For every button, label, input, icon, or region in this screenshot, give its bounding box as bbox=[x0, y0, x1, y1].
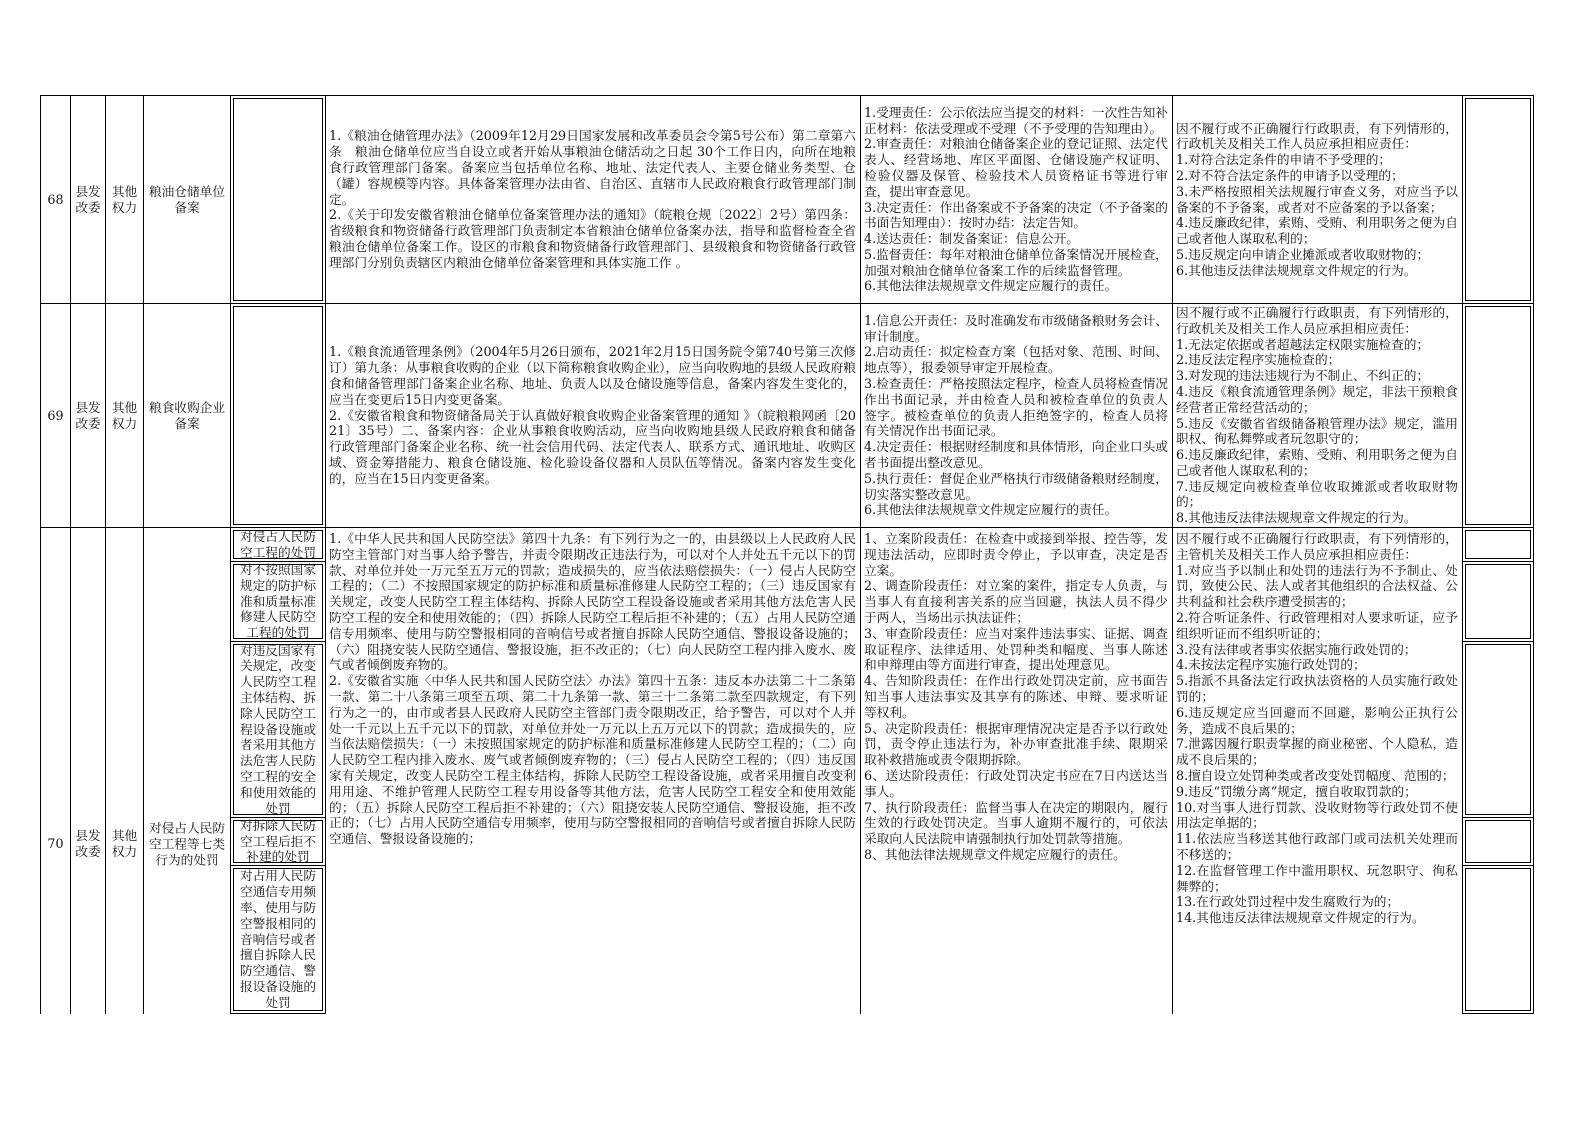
implementing-subject-cell bbox=[71, 528, 106, 1014]
responsibility-item: 2.审查责任：对粮油仓储备案企业的登记证照、法定代表人、经营场地、库区平面图、仓储设施产权证明、检验仪器及保管、检验技术人员资格证书等进行审查，提出审查意见。 bbox=[864, 136, 1168, 199]
power-name: 粮食收购企业备案 bbox=[144, 304, 231, 528]
accountability-item: 8.擅自设立处罚种类或者改变处罚幅度、范围的； bbox=[1176, 767, 1455, 783]
remarks-box bbox=[1465, 306, 1531, 525]
accountability-item: 5.违反规定向申请企业摊派或者收取财物的； bbox=[1176, 246, 1430, 262]
power-name-cell bbox=[144, 528, 231, 1014]
accountability-item: 4.违反廉政纪律，索贿、受贿、利用职务之便为自己或者他人谋取私利的； bbox=[1176, 215, 1458, 247]
responsibility-item: 2、调查阶段责任：对立案的案件，指定专人负责，与当事人有直接利害关系的应当回避，执法人员不得少于两人，当场出示执法证件； bbox=[864, 578, 1168, 625]
basis-paragraph: 1.《粮油仓储管理办法》（2009年12月29日国家发展和改革委员会令第5号公布）第二章第六条 粮油仓储单位应当自设立或者开始从事粮油仓储活动之日起 30个工作日内，向所在地粮食行政管理部门备案。备案应当包括单位名称、地址、法定代表人、主要仓储业务类型、仓（罐）容规模等内容。具体备案管理办法由省、自治区、直辖市人民政府粮食行政管理部门制定。 bbox=[329, 128, 856, 207]
accountability-item: 9.违反“罚缴分离”规定，擅自收取罚款的； bbox=[1176, 783, 1417, 799]
sub-item-cell bbox=[231, 562, 326, 642]
accountability-item: 3.未严格按照相关法规履行审查义务，对应当予以备案的不予备案，或者对不应备案的予以备案； bbox=[1176, 183, 1458, 215]
accountability-items bbox=[1173, 528, 1463, 1014]
legal-basis bbox=[326, 528, 861, 1014]
responsibility-item: 1.受理责任：公示依法应当提交的材料：一次性告知补正材料：依法受理或不受理（不予受理的告知理由）。 bbox=[864, 104, 1168, 136]
remarks-cell bbox=[1463, 866, 1534, 1014]
sub-item-cell bbox=[231, 642, 326, 818]
responsibility-items bbox=[861, 304, 1173, 528]
responsibility-item: 1、立案阶段责任：在检查中或接到举报、控告等，发现违法活动，应即时责令停止，予以审查，决定是否立案。 bbox=[864, 531, 1168, 578]
power-name: 对侵占人民防空工程等七类行为的处罚 bbox=[148, 820, 226, 867]
implementing-subject: 县发改委 bbox=[71, 96, 106, 304]
responsibility-item: 2.启动责任：拟定检查方案（包括对象、范围、时间、地点等），报委领导审定开展检查。 bbox=[864, 344, 1168, 376]
accountability-item: 11.依法应当移送其他行政部门或司法机关处理而不移送的； bbox=[1176, 831, 1458, 862]
basis-paragraph: 2.《安徽省实施〈中华人民共和国人民防空法〉办法》第四十五条：违反本办法第二十二条第一款、第二十八条第三项至五项、第二十九条第一款、第三十二条第二款至四款规定，有下列行为之一的，由市或者县人民政府人民防空主管部门责令限期改正，给予警告，可以对个人并处一千元以上五千元以下的罚款，对单位并处一万元以上五万元以下的罚款；造成损失的，应当依法赔偿损失：（一）未按照国家规定的防护标准和质量标准修建人民防空工程的；（二）向人民防空工程内排入废水、废气或者倾倒废弃物的；（三）侵占人民防空工程的；（四）违反国家有关规定，改变人民防空工程主体结构，拆除人民防空工程设备设施，或者采用擅自改变利用用途、不维护管理人民防空工程专用设备等其他方法，危害人民防空工程安全和使用效能的；（五）拆除人民防空工程后拒不补建的；（六）阻挠安装人民防空通信、警报设施，拒不改正的；（七）占用人民防空通信专用频率，使用与防空警报相同的音响信号或者擅自拆除人民防空通信、警报设备设施的； bbox=[329, 673, 856, 847]
accountability-item: 3.对发现的违法违规行为不制止、不纠正的； bbox=[1176, 368, 1430, 384]
remarks-box bbox=[1465, 530, 1531, 559]
accountability-intro: 因不履行或不正确履行行政职责，有下列情形的，行政机关及相关工作人员应承担相应责任： bbox=[1176, 120, 1458, 152]
sub-item-box bbox=[233, 98, 323, 301]
remarks-box bbox=[1465, 868, 1531, 1011]
responsibility-items bbox=[861, 96, 1173, 304]
remarks-box bbox=[1465, 564, 1531, 639]
accountability-item: 4.未按法定程序实施行政处罚的； bbox=[1176, 657, 1366, 673]
remarks-cell bbox=[1463, 96, 1534, 304]
basis-paragraph: 2.《关于印发安徽省粮油仓储单位备案管理办法的通知》（皖粮仓规〔2022〕2号）第四条：省级粮食和物资储备行政管理部门负责制定本省粮油仓储单位备案办法，指导和监督检查全省粮油仓储单位备案工作。设区的市粮食和物资储备行政管理部门、县级粮食和物资储备行政管理部门分别负责辖区内粮油仓储单位备案管理和具体实施工作 。 bbox=[329, 207, 856, 270]
sub-item-cell bbox=[231, 818, 326, 866]
row-number-cell bbox=[41, 528, 71, 1014]
sub-item-cell bbox=[231, 866, 326, 1014]
accountability-item: 6.违反廉政纪律，索贿、受贿、利用职务之便为自己或者他人谋取私利的； bbox=[1176, 447, 1458, 478]
row-number: 68 bbox=[41, 96, 71, 304]
basis-paragraph: 2.《安徽省粮食和物资储备局关于认真做好粮食收购企业备案管理的通知 》（皖粮粮网函〔2021〕35号）二、备案内容：企业从事粮食收购活动，应当向收购地县级人民政府粮食和储备行政管理部门备案企业名称、统一社会信用代码、法定代表人、联系方式、通讯地址、收购区域、资金筹措能力、粮食仓储设施、检化验设备仪器和人员队伍等情况。备案内容发生变化的，应当在15日内变更备案。 bbox=[329, 407, 856, 486]
responsibility-item: 5.监督责任：每年对粮油仓储单位备案情况开展检查，加强对粮油仓储单位备案工作的后续监督管理。 bbox=[864, 246, 1168, 278]
responsibility-item: 4、告知阶段责任：在作出行政处罚决定前，应书面告知当事人违法事实及其享有的陈述、申辩、要求听证等权利。 bbox=[864, 673, 1168, 720]
sub-item-text: 对占用人民防空通信专用频率、使用与防空警报相同的音响信号或者擅自拆除人民防空通信、警报设备设施的处罚 bbox=[239, 868, 317, 1010]
responsibility-items bbox=[861, 528, 1173, 1014]
accountability-item: 3.没有法律或者事实依据实施行政处罚的； bbox=[1176, 641, 1417, 657]
accountability-item: 12.在监督管理工作中滥用职权、玩忽职守、徇私舞弊的； bbox=[1176, 862, 1458, 894]
responsibility-item: 4.决定责任：根据财经制度和具体情形，向企业口头或者书面提出整改意见。 bbox=[864, 439, 1168, 470]
accountability-intro: 因不履行或不正确履行行政职责，有下列情形的，行政机关及相关工作人员应承担相应责任： bbox=[1176, 304, 1458, 336]
accountability-intro: 因不履行或不正确履行行政职责，有下列情形的，主管机关及相关工作人员应承担相应责任： bbox=[1176, 531, 1458, 562]
power-type-cell bbox=[106, 528, 144, 1014]
accountability-item: 2.符合听证条件、行政管理相对人要求听证，应予组织听证而不组织听证的； bbox=[1176, 609, 1458, 641]
legal-basis bbox=[326, 96, 861, 304]
power-type: 其他权力 bbox=[106, 96, 144, 304]
basis-paragraph: 1.《中华人民共和国人民防空法》第四十九条：有下列行为之一的，由县级以上人民政府人民防空主管部门对当事人给予警告，并责令限期改正违法行为，可以对个人并处五千元以下的罚款、对单位并处一万元至五万元的罚款；造成损失的，应当依法赔偿损失：（一）侵占人民防空工程的；（二）不按照国家规定的防护标准和质量标准修建人民防空工程的；（三）违反国家有关规定，改变人民防空工程主体结构、拆除人民防空工程设备设施或者采用其他方法危害人民防空工程的安全和使用效能的；（四）拆除人民防空工程后拒不补建的；（五）占用人民防空通信专用频率、使用与防空警报相同的音响信号或者擅自拆除人民防空通信、警报设备设施的；（六）阻挠安装人民防空通信、警报设施，拒不改正的；（七）向人民防空工程内排入废水、废气或者倾倒废弃物的。 bbox=[329, 531, 856, 673]
accountability-item: 10.对当事人进行罚款、没收财物等行政处罚不使用法定单据的； bbox=[1176, 799, 1458, 831]
responsibility-item: 3.检查责任：严格按照法定程序，检查人员将检查情况作出书面记录，并由检查人员和被检查单位的负责人签字。被检查单位的负责人拒绝签字的，检查人员将有关情况作出书面记录。 bbox=[864, 376, 1168, 439]
accountability-item: 6.违反规定应当回避而不回避，影响公正执行公务，造成不良后果的； bbox=[1176, 704, 1458, 736]
row-number: 69 bbox=[41, 304, 71, 528]
sub-item-box bbox=[233, 306, 323, 525]
remarks-cell bbox=[1463, 304, 1534, 528]
accountability-item: 1.无法定依据或者超越法定权限实施检查的； bbox=[1176, 336, 1430, 352]
remarks-cell bbox=[1463, 818, 1534, 866]
remarks-box bbox=[1465, 820, 1531, 863]
sub-item-text: 对侵占人民防空工程的处罚 bbox=[239, 528, 317, 560]
accountability-item: 2.对不符合法定条件的申请予以受理的； bbox=[1176, 167, 1404, 183]
accountability-items bbox=[1173, 304, 1463, 528]
accountability-item: 2.违反法定程序实施检查的； bbox=[1176, 352, 1341, 368]
legal-basis bbox=[326, 304, 861, 528]
responsibility-item: 8、其他法律法规规章文件规定应履行的责任。 bbox=[864, 846, 1126, 862]
power-type: 其他权力 bbox=[111, 828, 138, 859]
accountability-item: 14.其他违反法律法规规章文件规定的行为。 bbox=[1176, 910, 1425, 926]
power-list-table bbox=[40, 95, 1534, 1014]
responsibility-item: 7、执行阶段责任：监督当事人在决定的期限内，履行生效的行政处罚决定。当事人逾期不履行的，可依法采取向人民法院申请强制执行加处罚款等措施。 bbox=[864, 799, 1168, 847]
basis-paragraph: 1.《粮食流通管理条例》（2004年5月26日颁布，2021年2月15日国务院令第740号第三次修订）第九条：从事粮食收购的企业（以下简称粮食收购企业），应当向收购地的县级人民政府粮食和储备管理部门备案企业名称、地址、负责人以及仓储设施等信息，备案内容发生变化的，应当在变更后15日内变更备案。 bbox=[329, 344, 856, 407]
accountability-item: 5.指派不具备法定行政执法资格的人员实施行政处罚的； bbox=[1176, 673, 1458, 704]
implementing-subject: 县发改委 bbox=[71, 304, 106, 528]
remarks-cell bbox=[1463, 562, 1534, 642]
responsibility-item: 1.信息公开责任：及时准确发布市级储备粮财务会计、审计制度。 bbox=[864, 312, 1168, 344]
responsibility-item: 4.送达责任：制发备案证：信息公开。 bbox=[864, 231, 1080, 247]
sub-item-cell bbox=[231, 96, 326, 304]
row-number: 70 bbox=[47, 836, 64, 852]
responsibility-item: 5.执行责任：督促企业严格执行市级储备粮财经制度，切实落实整改意见。 bbox=[864, 470, 1168, 502]
accountability-item: 4.违反《粮食流通管理条例》规定，非法干预粮食经营者正常经营活动的； bbox=[1176, 383, 1458, 415]
sub-item-cell bbox=[231, 528, 326, 562]
remarks-box bbox=[1465, 98, 1531, 301]
accountability-item: 7.违反规定向被检查单位收取摊派或者收取财物的； bbox=[1176, 478, 1458, 510]
sub-item-text: 对违反国家有关规定，改变人民防空工程主体结构、拆除人民防空工程设备设施或者采用其他方法危害人民防空工程的安全和使用效能的处罚 bbox=[239, 642, 317, 816]
accountability-item: 13.在行政处罚过程中发生腐败行为的； bbox=[1176, 894, 1400, 910]
remarks-cell bbox=[1463, 528, 1534, 562]
accountability-item: 6.其他违反法律法规规章文件规定的行为。 bbox=[1176, 262, 1417, 278]
remarks-box bbox=[1465, 644, 1531, 815]
sub-item-cell bbox=[231, 304, 326, 528]
accountability-item: 1.对应当予以制止和处罚的违法行为不予制止、处罚，致使公民、法人或者其他组织的合法权益、公共利益和社会秩序遭受损害的； bbox=[1176, 562, 1458, 610]
responsibility-item: 6、送达阶段责任：行政处罚决定书应在7日内送达当事人。 bbox=[864, 767, 1168, 799]
accountability-item: 1.对符合法定条件的申请不予受理的； bbox=[1176, 152, 1392, 168]
responsibility-item: 3.决定责任：作出备案或不予备案的决定（不予备案的书面告知理由）：按时办结：法定告知。 bbox=[864, 199, 1168, 231]
responsibility-item: 5、决定阶段责任：根据审理情况决定是否予以行政处罚，责令停止违法行为，补办审查批准手续、限期采取补救措施或责令限期拆除。 bbox=[864, 720, 1168, 768]
accountability-item: 8.其他违反法律法规规章文件规定的行为。 bbox=[1176, 510, 1417, 526]
accountability-items bbox=[1173, 96, 1463, 304]
responsibility-item: 6.其他法律法规规章文件规定应履行的责任。 bbox=[864, 502, 1118, 518]
power-type: 其他权力 bbox=[106, 304, 144, 528]
responsibility-item: 3、审查阶段责任：应当对案件违法事实、证据、调查取证程序、法律适用、处罚种类和幅度、当事人陈述和申辩理由等方面进行审查，提出处理意见。 bbox=[864, 625, 1168, 673]
implementing-subject: 县发改委 bbox=[75, 828, 101, 859]
sub-item-text: 对不按照国家规定的防护标准和质量标准修建人民防空工程的处罚 bbox=[239, 562, 317, 641]
remarks-cell bbox=[1463, 642, 1534, 818]
sub-item-text: 对拆除人民防空工程后拒不补建的处罚 bbox=[239, 818, 317, 865]
accountability-item: 7.泄露因履行职责掌握的商业秘密、个人隐私，造成不良后果的； bbox=[1176, 736, 1458, 768]
power-name: 粮油仓储单位备案 bbox=[144, 96, 231, 304]
responsibility-item: 6.其他法律法规规章文件规定应履行的责任。 bbox=[864, 278, 1118, 294]
accountability-item: 5.违反《安徽省省级储备粮管理办法》规定，滥用职权、徇私舞弊或者玩忽职守的； bbox=[1176, 415, 1458, 447]
